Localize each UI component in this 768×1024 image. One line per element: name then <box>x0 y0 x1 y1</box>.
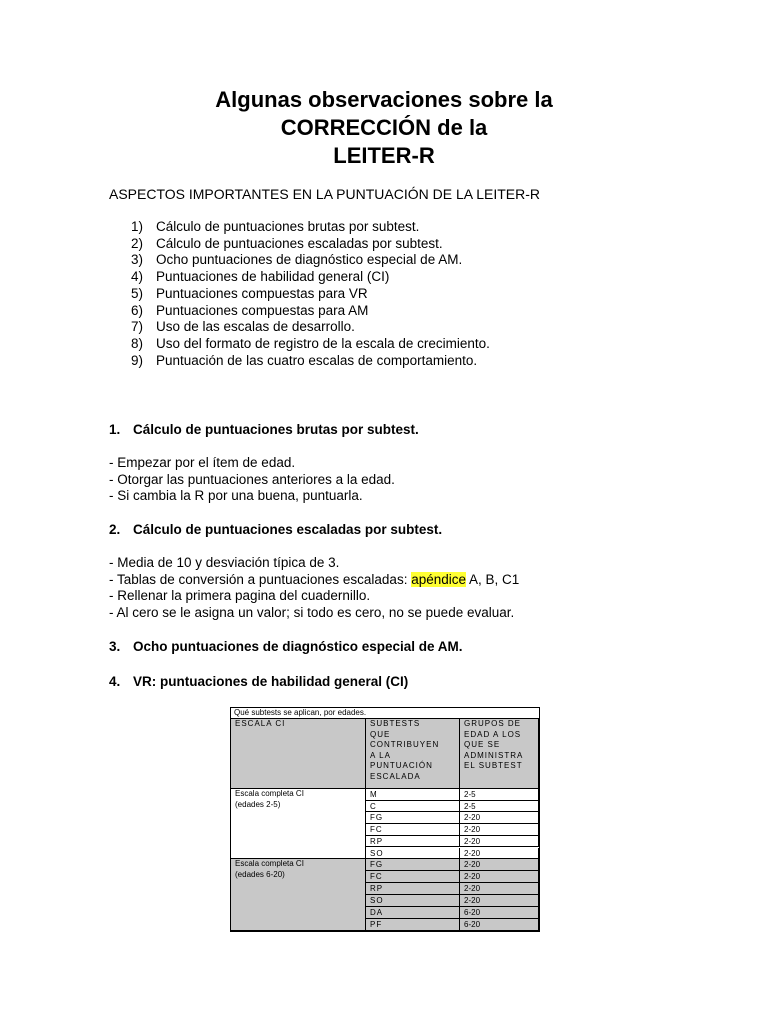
table-cell: C <box>366 801 460 813</box>
table-cell: 2-20 <box>460 859 539 871</box>
table-cell: DA <box>366 907 460 919</box>
numbered-list <box>131 219 490 369</box>
table-cell: 2-5 <box>460 789 539 801</box>
list-item: 8) Uso del formato de registro de la escala de crecimiento. <box>131 335 490 351</box>
title-line-2: CORRECCIÓN de la <box>280 115 488 140</box>
table-cell: RP <box>366 836 460 848</box>
list-item: 2) Cálculo de puntuaciones escaladas por subtest. <box>131 235 443 251</box>
list-item: 1) Cálculo de puntuaciones brutas por subtest. <box>131 219 420 234</box>
group-label-6-20: Escala completa CI (edades 6-20) <box>231 859 366 931</box>
table-cell: 2-5 <box>460 801 539 813</box>
document-title <box>0 86 768 170</box>
table-cell: 2-20 <box>460 871 539 883</box>
section-1-heading: 1. Cálculo de puntuaciones brutas por subtest. <box>109 422 419 437</box>
highlighted-text: apéndice <box>411 571 467 587</box>
table-cell: M <box>366 789 460 801</box>
title-line-1: Algunas observaciones sobre la <box>215 87 553 112</box>
list-item: - Otorgar las puntuaciones anteriores a la edad. <box>109 471 395 487</box>
table-cell: 2-20 <box>460 848 539 860</box>
list-item: 4) Puntuaciones de habilidad general (CI) <box>131 269 390 285</box>
table-cell: 2-20 <box>460 883 539 895</box>
subtests-table <box>230 707 540 932</box>
section-4-heading: 4. VR: puntuaciones de habilidad general (CI) <box>109 674 409 689</box>
table-caption: Qué subtests se aplican, por edades. <box>231 708 539 719</box>
section-subtitle: ASPECTOS IMPORTANTES EN LA PUNTUACIÓN DE LA LEITER-R <box>109 186 540 202</box>
list-item: 9) Puntuación de las cuatro escalas de comportamiento. <box>131 352 478 368</box>
section-3-heading: 3. Ocho puntuaciones de diagnóstico especial de AM. <box>109 639 463 654</box>
table-cell: SO <box>366 848 460 860</box>
table-cell: 2-20 <box>460 824 539 836</box>
table-cell: 2-20 <box>460 812 539 824</box>
header-escala-ci: ESCALA CI <box>231 719 366 789</box>
section-2-lines <box>109 555 519 621</box>
title-line-3: LEITER-R <box>333 143 435 168</box>
table-cell: 2-20 <box>460 836 539 848</box>
list-item: - Si cambia la R por una buena, puntuarla. <box>109 488 363 503</box>
table-cell: FC <box>366 871 460 883</box>
list-item: - Empezar por el ítem de edad. <box>109 455 296 470</box>
table-cell: FC <box>366 824 460 836</box>
list-item: - Tablas de conversión a puntuaciones escaladas: apéndice A, B, C1 <box>109 571 520 587</box>
section-1-lines <box>109 455 395 505</box>
group-label-2-5: Escala completa CI (edades 2-5) <box>231 789 366 859</box>
header-grupos-edad: GRUPOS DE EDAD A LOS QUE SE ADMINISTRA EL SUBTEST <box>460 719 539 789</box>
table-cell: PF <box>366 919 460 931</box>
list-item: - Al cero se le asigna un valor; si todo es cero, no se puede evaluar. <box>109 604 515 620</box>
table-cell: 6-20 <box>460 907 539 919</box>
table-cell: SO <box>366 895 460 907</box>
table-cell: 2-20 <box>460 895 539 907</box>
list-item: 7) Uso de las escalas de desarrollo. <box>131 319 355 335</box>
table-cell: FG <box>366 812 460 824</box>
list-item: 3) Ocho puntuaciones de diagnóstico especial de AM. <box>131 252 463 268</box>
list-item: - Media de 10 y desviación típica de 3. <box>109 555 340 570</box>
table-cell: FG <box>366 859 460 871</box>
table-cell: RP <box>366 883 460 895</box>
header-subtests: SUBTESTS QUE CONTRIBUYEN A LA PUNTUACIÓN ESCALADA <box>366 719 460 789</box>
list-item: - Rellenar la primera pagina del cuadernillo. <box>109 588 371 603</box>
table-cell: 6-20 <box>460 919 539 931</box>
list-item: 6) Puntuaciones compuestas para AM <box>131 302 369 318</box>
section-2-heading: 2. Cálculo de puntuaciones escaladas por subtest. <box>109 522 443 537</box>
list-item: 5) Puntuaciones compuestas para VR <box>131 285 368 301</box>
